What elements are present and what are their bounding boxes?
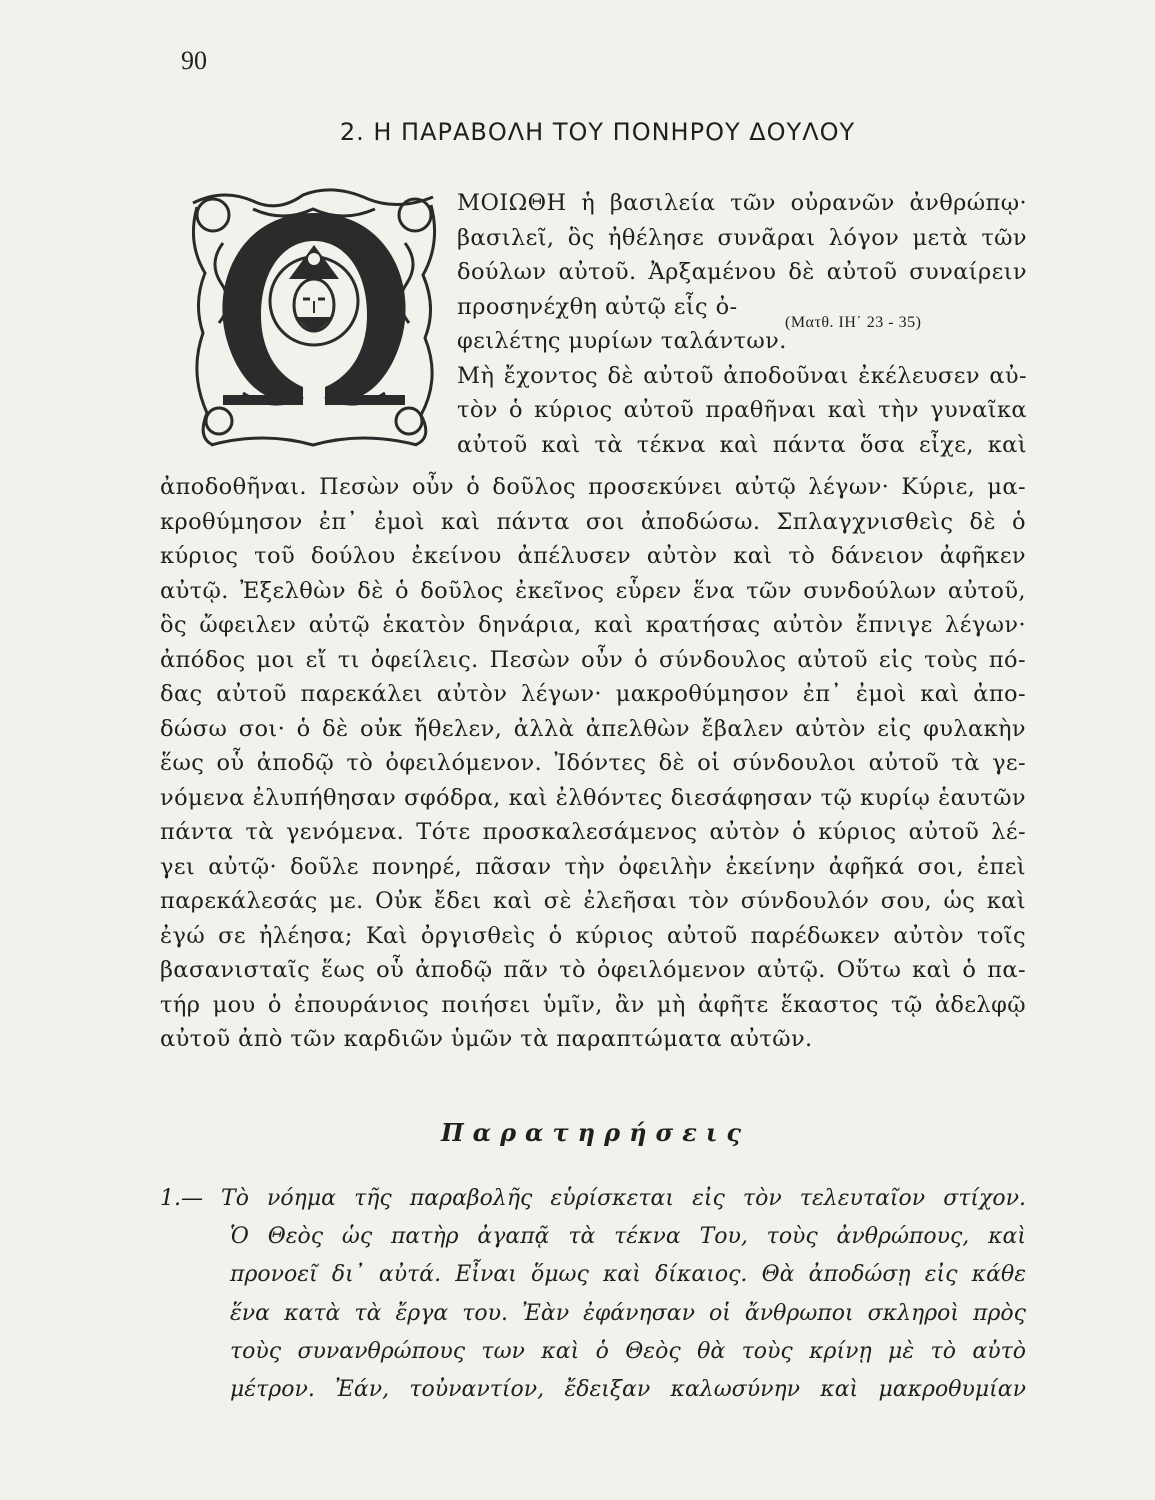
- note-line: μέτρον. Ἐάν, τοὐναντίον, ἔδειξαν καλωσύνην καὶ μακροθυμίαν: [230, 1377, 1026, 1403]
- text-line: κύριος τοῦ δούλου ἐκείνου ἀπέλυσεν αὐτὸν καὶ τὸ δάνειον ἀφῆκεν: [160, 543, 1026, 569]
- text-line: ἕως οὗ ἀποδῷ τὸ ὀφειλόμενον. Ἰδόντες δὲ οἱ σύνδουλοι αὐτοῦ τὰ γε-: [160, 750, 1026, 776]
- text-line: νόμενα ἐλυπήθησαν σφόδρα, καὶ ἐλθόντες διεσάφησαν τῷ κυρίῳ ἑαυτῶν: [160, 784, 1026, 811]
- text-line: παρεκάλεσάς με. Οὐκ ἔδει καὶ σὲ ἐλεῆσαι τὸν σύνδουλόν σου, ὡς καὶ: [160, 888, 1026, 914]
- main-paragraph: [160, 470, 1026, 1057]
- text-line: κροθύμησον ἐπ᾿ ἐμοὶ καὶ πάντα σοι ἀποδώσω. Σπλαγχνισθεὶς δὲ ὁ: [160, 508, 1026, 535]
- note-line: ἕνα κατὰ τὰ ἔργα του. Ἐὰν ἐφάνησαν οἱ ἄνθρωποι σκληροὶ πρὸς: [230, 1300, 1026, 1326]
- text-line: ἐγώ σε ἠλέησα; Καὶ ὀργισθεὶς ὁ κύριος αὐτοῦ παρέδωκεν αὐτὸν τοῖς: [160, 922, 1026, 949]
- text-line: αὐτῷ. Ἐξελθὼν δὲ ὁ δοῦλος ἐκεῖνος εὗρεν ἕνα τῶν συνδούλων αὐτοῦ,: [160, 577, 1026, 604]
- text-line: ὃς ὤφειλεν αὐτῷ ἑκατὸν δηνάρια, καὶ κρατήσας αὐτὸν ἔπνιγε λέγων·: [160, 612, 1026, 638]
- text-line: δούλων αὐτοῦ. Ἀρξαμένου δὲ αὐτοῦ συναίρειν: [457, 259, 1027, 285]
- text-line: αὐτοῦ καὶ τὰ τέκνα καὶ πάντα ὅσα εἶχε, καὶ: [457, 431, 1027, 458]
- text-line: ΜΟΙΩΘΗ ἡ βασιλεία τῶν οὐρανῶν ἀνθρώπῳ·: [457, 190, 1027, 216]
- text-line: Μὴ ἔχοντος δὲ αὐτοῦ ἀποδοῦναι ἐκέλευσεν αὐ-: [457, 362, 1027, 389]
- text-line: δώσω σοι· ὁ δὲ οὐκ ἤθελεν, ἀλλὰ ἀπελθὼν ἔβαλεν αὐτὸν εἰς φυλακὴν: [160, 715, 1026, 742]
- text-line: βασιλεῖ, ὃς ἠθέλησε συνᾶραι λόγον μετὰ τῶν: [457, 224, 1027, 251]
- notes-heading: Παρατηρήσεις: [440, 1118, 751, 1147]
- text-line: προσηνέχθη αὐτῷ εἷς ὀ-: [457, 293, 738, 320]
- text-line: ἀπόδος μοι εἴ τι ὀφείλεις. Πεσὼν οὖν ὁ σύνδουλος αὐτοῦ εἰς τοὺς πό-: [160, 646, 1026, 673]
- text-line: τήρ μου ὁ ἐπουράνιος ποιήσει ὑμῖν, ἂν μὴ ἀφῆτε ἕκαστος τῷ ἀδελφῷ: [160, 991, 1026, 1018]
- note-line: τοὺς συνανθρώπους των καὶ ὁ Θεὸς θὰ τοὺς κρίνῃ μὲ τὸ αὐτὸ: [230, 1338, 1026, 1364]
- text-line: ἀποδοθῆναι. Πεσὼν οὖν ὁ δοῦλος προσεκύνει αὐτῷ λέγων· Κύριε, μα-: [160, 474, 1026, 500]
- text-line: βασανισταῖς ἕως οὗ ἀποδῷ πᾶν τὸ ὀφειλόμενον αὐτῷ. Οὕτω καὶ ὁ πα-: [160, 957, 1026, 983]
- text-line: αὐτοῦ ἀπὸ τῶν καρδιῶν ὑμῶν τὰ παραπτώματα αὐτῶν.: [160, 1026, 813, 1052]
- chapter-title: 2. Η ΠΑΡΑΒΟΛΗ ΤΟΥ ΠΟΝΗΡΟΥ ΔΟΥΛΟΥ: [339, 118, 856, 146]
- page-number: 90: [181, 46, 207, 75]
- note-line: Ὁ Θεὸς ὡς πατὴρ ἀγαπᾷ τὰ τέκνα Του, τοὺς ἀνθρώπους, καὶ: [230, 1224, 1026, 1250]
- opening-paragraph: [457, 186, 1027, 462]
- text-line: δας αὐτοῦ παρεκάλει αὐτὸν λέγων· μακροθύμησον ἐπ᾿ ἐμοὶ καὶ ἀπο-: [160, 681, 1026, 707]
- text-line: τὸν ὁ κύριος αὐτοῦ πραθῆναι καὶ τὴν γυναῖκα: [457, 397, 1027, 423]
- illuminated-initial-icon: [183, 183, 445, 455]
- note-line: προνοεῖ δι᾿ αὐτά. Εἶναι ὅμως καὶ δίκαιος. Θὰ ἀποδώσῃ εἰς κάθε: [230, 1262, 1026, 1288]
- note-line: 1.— Τὸ νόημα τῆς παραβολῆς εὑρίσκεται εἰς τὸν τελευταῖον στίχον.: [160, 1186, 1026, 1211]
- text-line: γει αὐτῷ· δοῦλε πονηρέ, πᾶσαν τὴν ὀφειλὴν ἐκείνην ἀφῆκά σοι, ἐπεὶ: [160, 853, 1026, 880]
- illuminated-initial-omega: [183, 183, 445, 455]
- scripture-reference: (Ματθ. ΙΗ΄ 23 - 35): [785, 314, 922, 331]
- notes-section: [160, 1180, 1026, 1409]
- text-line: φειλέτης μυρίων ταλάντων.: [457, 328, 787, 354]
- text-line: πάντα τὰ γενόμενα. Τότε προσκαλεσάμενος αὐτὸν ὁ κύριος αὐτοῦ λέ-: [160, 819, 1026, 845]
